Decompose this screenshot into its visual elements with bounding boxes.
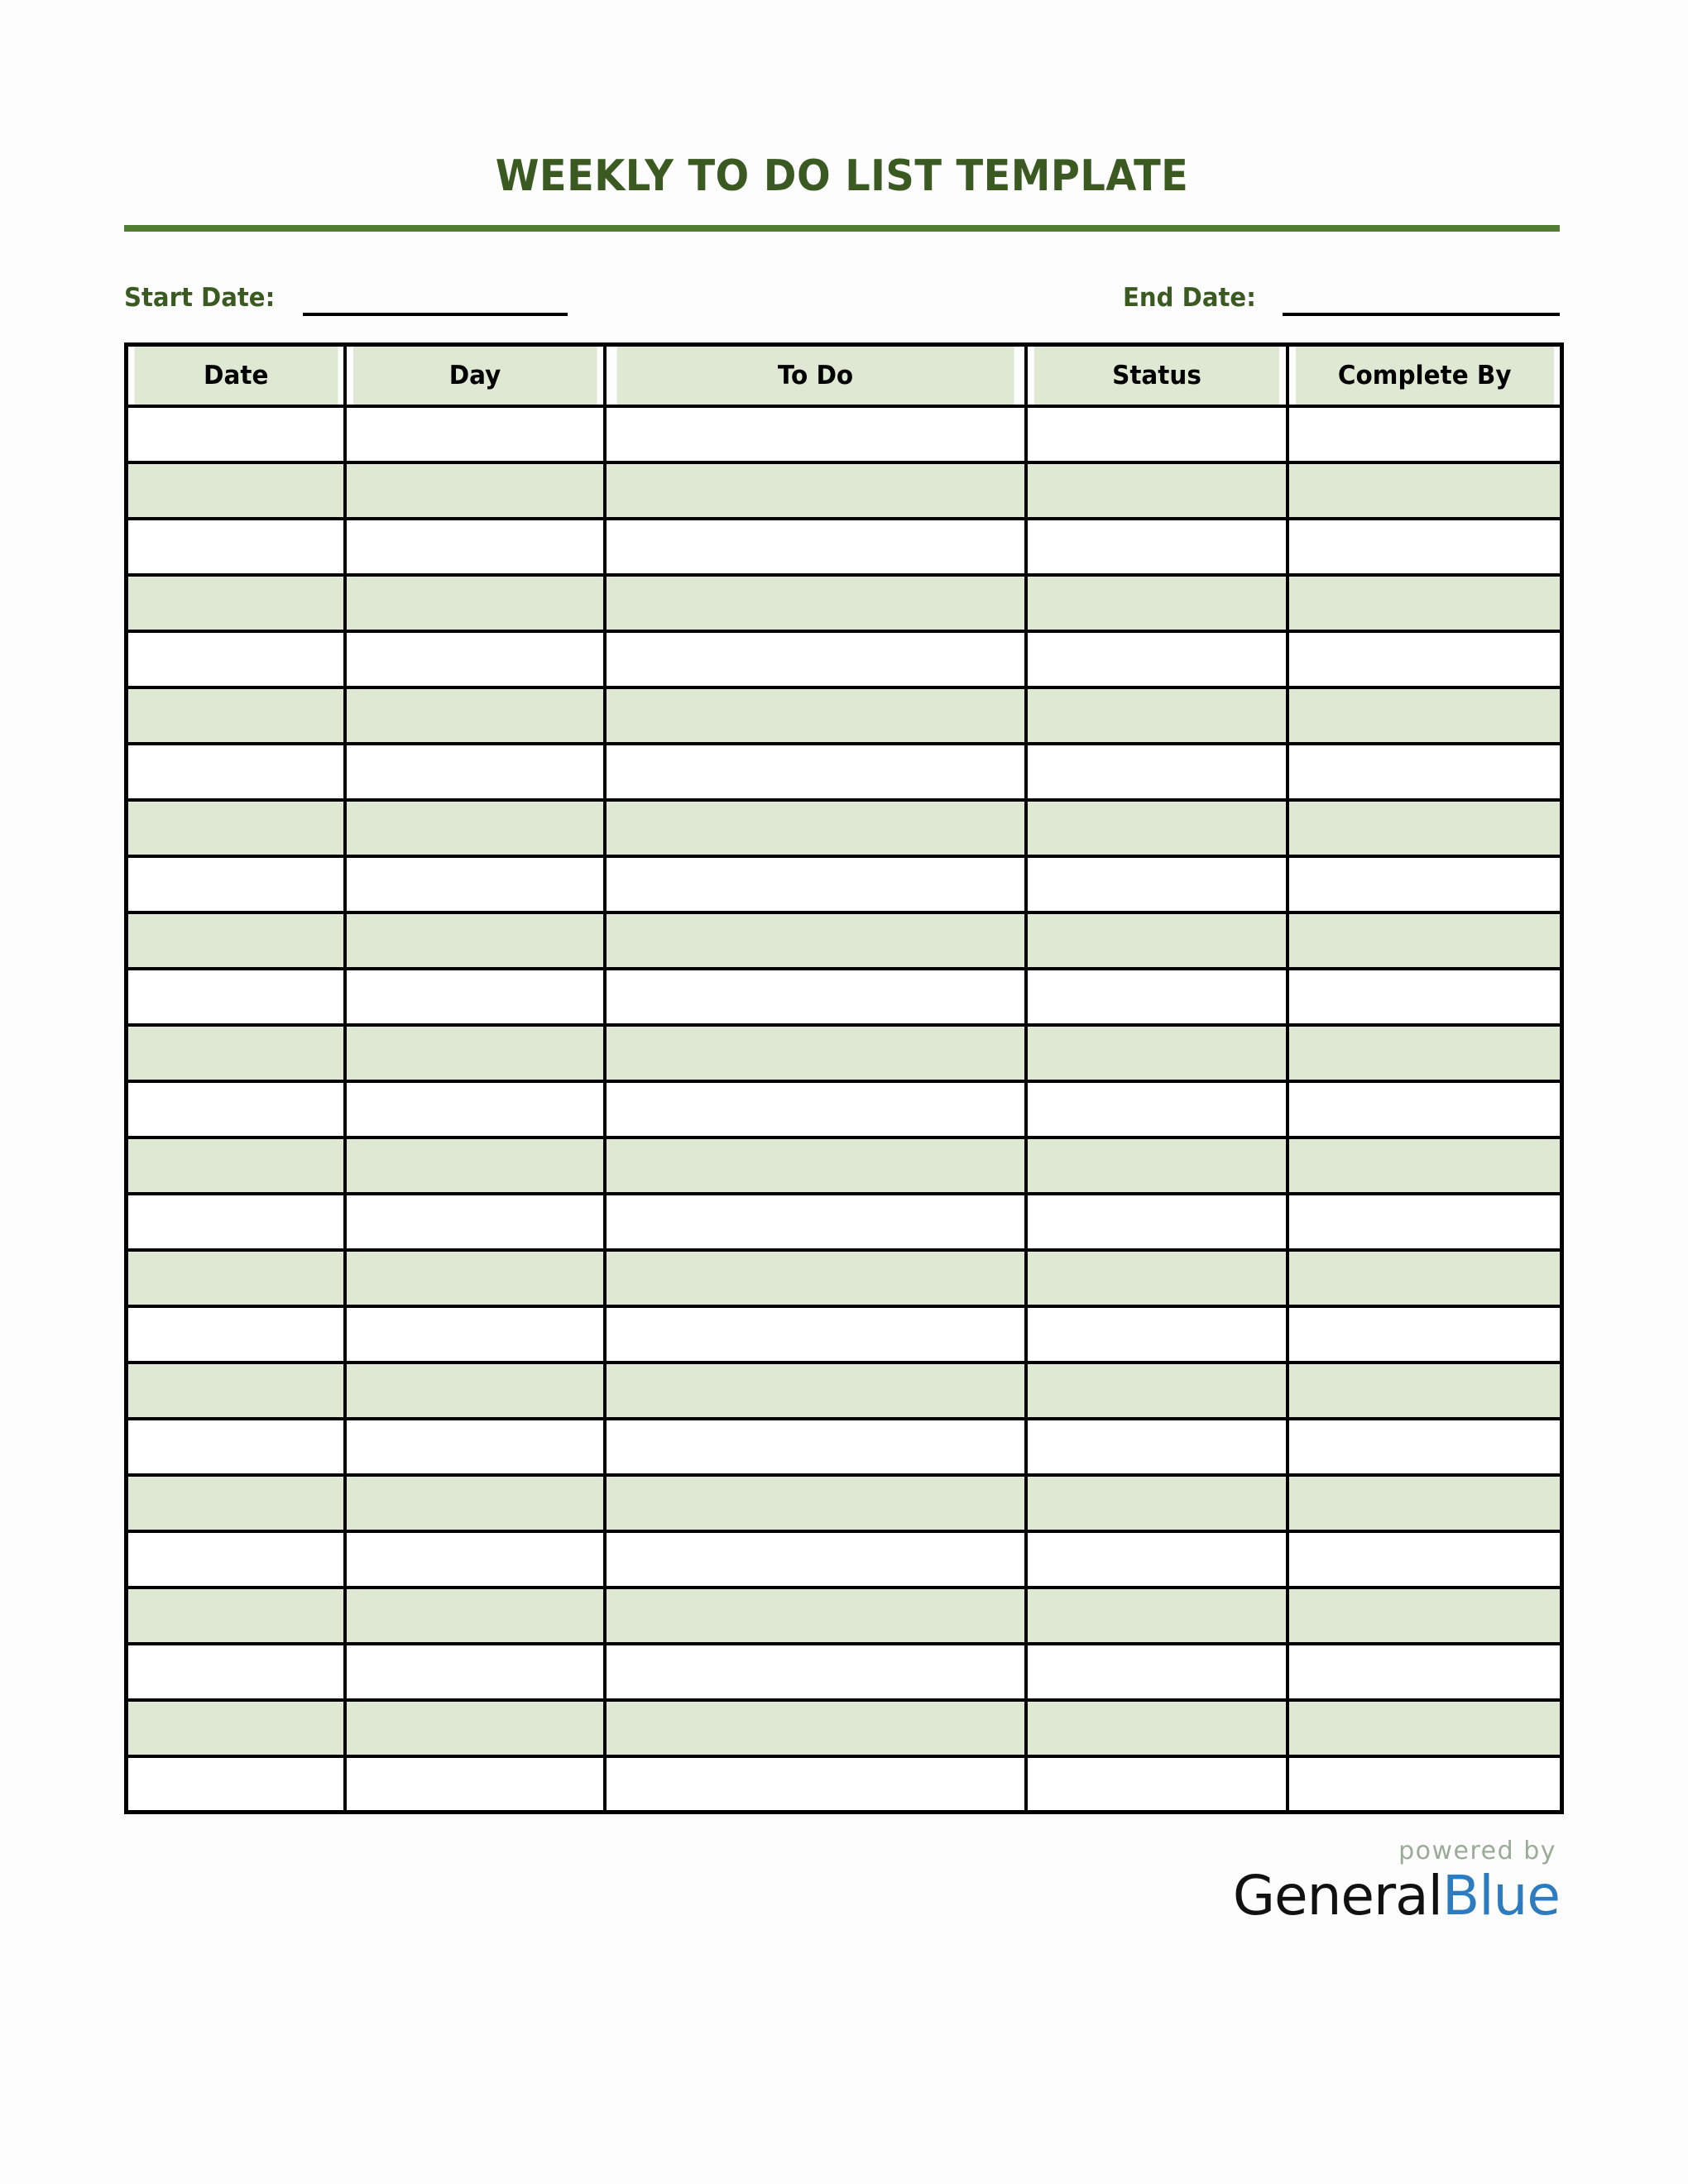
table-cell-status[interactable]	[1026, 631, 1288, 687]
table-cell-todo[interactable]	[605, 800, 1026, 856]
table-cell-day[interactable]	[345, 800, 605, 856]
table-cell-day[interactable]	[345, 1194, 605, 1250]
table-cell-date[interactable]	[127, 1531, 345, 1588]
table-row	[127, 1250, 1562, 1306]
table-cell-complete_by[interactable]	[1288, 1475, 1562, 1531]
table-cell-status[interactable]	[1026, 912, 1288, 969]
table-cell-day[interactable]	[345, 462, 605, 519]
table-cell-date[interactable]	[127, 519, 345, 575]
table-cell-date[interactable]	[127, 1756, 345, 1813]
table-cell-day[interactable]	[345, 969, 605, 1025]
table-cell-status[interactable]	[1026, 406, 1288, 462]
todo-table	[124, 342, 1564, 1814]
table-cell-status[interactable]	[1026, 1025, 1288, 1081]
table-cell-date[interactable]	[127, 1588, 345, 1644]
start-date-field	[124, 285, 568, 316]
table-cell-complete_by[interactable]	[1288, 1194, 1562, 1250]
table-cell-status[interactable]	[1026, 744, 1288, 800]
table-cell-date[interactable]	[127, 744, 345, 800]
table-row	[127, 406, 1562, 462]
table-row	[127, 687, 1562, 744]
table-cell-date[interactable]	[127, 1475, 345, 1531]
table-cell-todo[interactable]	[605, 1756, 1026, 1813]
table-cell-todo[interactable]	[605, 1250, 1026, 1306]
table-cell-complete_by[interactable]	[1288, 1419, 1562, 1475]
table-cell-date[interactable]	[127, 1081, 345, 1138]
table-cell-status[interactable]	[1026, 519, 1288, 575]
table-cell-day[interactable]	[345, 1588, 605, 1644]
table-cell-date[interactable]	[127, 575, 345, 631]
table-row	[127, 1025, 1562, 1081]
title-block	[124, 0, 1560, 200]
table-row	[127, 744, 1562, 800]
table-row	[127, 1138, 1562, 1194]
table-cell-complete_by[interactable]	[1288, 744, 1562, 800]
table-cell-todo[interactable]	[605, 1025, 1026, 1081]
table-cell-day[interactable]	[345, 1531, 605, 1588]
table-cell-complete_by[interactable]	[1288, 1756, 1562, 1813]
table-cell-day[interactable]	[345, 1475, 605, 1531]
table-cell-complete_by[interactable]	[1288, 1363, 1562, 1419]
table-cell-todo[interactable]	[605, 1588, 1026, 1644]
table-cell-todo[interactable]	[605, 1363, 1026, 1419]
date-fields-row	[124, 270, 1560, 316]
column-header-date: Date	[132, 345, 339, 406]
table-cell-date[interactable]	[127, 631, 345, 687]
table-row	[127, 912, 1562, 969]
table-cell-complete_by[interactable]	[1288, 1081, 1562, 1138]
table-cell-todo[interactable]	[605, 856, 1026, 912]
table-header-row	[127, 345, 1562, 406]
table-cell-complete_by[interactable]	[1288, 519, 1562, 575]
table-cell-complete_by[interactable]	[1288, 1644, 1562, 1700]
table-cell-todo[interactable]	[605, 462, 1026, 519]
table-row	[127, 969, 1562, 1025]
table-row	[127, 1194, 1562, 1250]
table-cell-todo[interactable]	[605, 631, 1026, 687]
table-cell-status[interactable]	[1026, 969, 1288, 1025]
table-cell-complete_by[interactable]	[1288, 1138, 1562, 1194]
table-cell-todo[interactable]	[605, 519, 1026, 575]
table-cell-todo[interactable]	[605, 744, 1026, 800]
table-cell-todo[interactable]	[605, 406, 1026, 462]
table-cell-day[interactable]	[345, 1138, 605, 1194]
column-header-day: Day	[351, 345, 597, 406]
table-cell-status[interactable]	[1026, 1531, 1288, 1588]
start-date-input[interactable]	[303, 313, 568, 316]
table-cell-date[interactable]	[127, 856, 345, 912]
table-cell-todo[interactable]	[605, 1419, 1026, 1475]
table-cell-date[interactable]	[127, 1306, 345, 1363]
table-cell-todo[interactable]	[605, 969, 1026, 1025]
table-cell-date[interactable]	[127, 1419, 345, 1475]
table-row	[127, 1363, 1562, 1419]
table-row	[127, 631, 1562, 687]
table-cell-date[interactable]	[127, 462, 345, 519]
table-cell-day[interactable]	[345, 1644, 605, 1700]
table-row	[127, 462, 1562, 519]
table-cell-complete_by[interactable]	[1288, 631, 1562, 687]
table-row	[127, 800, 1562, 856]
table-cell-status[interactable]	[1026, 687, 1288, 744]
page-title: WEEKLY TO DO LIST TEMPLATE	[495, 151, 1189, 201]
table-row	[127, 1700, 1562, 1756]
table-cell-complete_by[interactable]	[1288, 1250, 1562, 1306]
table-cell-day[interactable]	[345, 631, 605, 687]
title-divider-rule	[124, 225, 1560, 232]
table-cell-todo[interactable]	[605, 1306, 1026, 1363]
table-cell-status[interactable]	[1026, 1081, 1288, 1138]
table-row	[127, 1475, 1562, 1531]
table-cell-complete_by[interactable]	[1288, 687, 1562, 744]
table-cell-complete_by[interactable]	[1288, 1588, 1562, 1644]
table-cell-day[interactable]	[345, 1363, 605, 1419]
table-cell-date[interactable]	[127, 1363, 345, 1419]
table-cell-status[interactable]	[1026, 1475, 1288, 1531]
table-cell-day[interactable]	[345, 912, 605, 969]
brand-name-general: General	[1232, 1864, 1442, 1928]
table-cell-day[interactable]	[345, 856, 605, 912]
table-cell-status[interactable]	[1026, 1644, 1288, 1700]
start-date-label: Start Date:	[124, 283, 276, 314]
table-cell-status[interactable]	[1026, 1700, 1288, 1756]
table-cell-complete_by[interactable]	[1288, 1700, 1562, 1756]
table-cell-date[interactable]	[127, 1644, 345, 1700]
table-cell-status[interactable]	[1026, 1419, 1288, 1475]
table-cell-day[interactable]	[345, 1419, 605, 1475]
table-row	[127, 519, 1562, 575]
table-header	[127, 345, 1562, 406]
brand-name	[1232, 1864, 1560, 1928]
table-cell-day[interactable]	[345, 687, 605, 744]
table-cell-complete_by[interactable]	[1288, 856, 1562, 912]
table-cell-todo[interactable]	[605, 1081, 1026, 1138]
table-cell-day[interactable]	[345, 1081, 605, 1138]
table-cell-date[interactable]	[127, 1138, 345, 1194]
column-header-status: Status	[1032, 345, 1280, 406]
table-cell-date[interactable]	[127, 1025, 345, 1081]
table-cell-status[interactable]	[1026, 575, 1288, 631]
table-cell-day[interactable]	[345, 1756, 605, 1813]
powered-by-label: powered by	[1398, 1837, 1556, 1866]
table-cell-status[interactable]	[1026, 1250, 1288, 1306]
table-cell-day[interactable]	[345, 744, 605, 800]
table-row	[127, 1588, 1562, 1644]
table-cell-date[interactable]	[127, 406, 345, 462]
table-row	[127, 575, 1562, 631]
end-date-input[interactable]	[1283, 313, 1560, 316]
table-row	[127, 1419, 1562, 1475]
table-cell-day[interactable]	[345, 1250, 605, 1306]
end-date-field	[1123, 285, 1560, 316]
table-cell-date[interactable]	[127, 969, 345, 1025]
table-cell-complete_by[interactable]	[1288, 1531, 1562, 1588]
table-cell-day[interactable]	[345, 1306, 605, 1363]
table-cell-status[interactable]	[1026, 1588, 1288, 1644]
table-cell-day[interactable]	[345, 575, 605, 631]
table-cell-date[interactable]	[127, 800, 345, 856]
generalblue-logo	[1232, 1837, 1560, 1928]
table-cell-date[interactable]	[127, 912, 345, 969]
table-cell-todo[interactable]	[605, 1644, 1026, 1700]
table-cell-status[interactable]	[1026, 462, 1288, 519]
table-cell-complete_by[interactable]	[1288, 462, 1562, 519]
table-cell-complete_by[interactable]	[1288, 912, 1562, 969]
table-cell-day[interactable]	[345, 1700, 605, 1756]
table-row	[127, 1306, 1562, 1363]
brand-name-blue: Blue	[1441, 1864, 1560, 1928]
table-body	[127, 406, 1562, 1813]
table-cell-date[interactable]	[127, 1194, 345, 1250]
table-row	[127, 856, 1562, 912]
table-cell-status[interactable]	[1026, 856, 1288, 912]
table-cell-status[interactable]	[1026, 1756, 1288, 1813]
table-cell-date[interactable]	[127, 1700, 345, 1756]
table-cell-complete_by[interactable]	[1288, 800, 1562, 856]
table-cell-todo[interactable]	[605, 912, 1026, 969]
table-cell-todo[interactable]	[605, 1700, 1026, 1756]
table-cell-day[interactable]	[345, 519, 605, 575]
table-row	[127, 1644, 1562, 1700]
table-cell-day[interactable]	[345, 1025, 605, 1081]
end-date-label: End Date:	[1122, 283, 1256, 314]
column-header-todo: To Do	[615, 345, 1015, 406]
table-cell-todo[interactable]	[605, 1138, 1026, 1194]
table-cell-complete_by[interactable]	[1288, 575, 1562, 631]
table-cell-complete_by[interactable]	[1288, 1306, 1562, 1363]
table-cell-status[interactable]	[1026, 1194, 1288, 1250]
table-cell-day[interactable]	[345, 406, 605, 462]
table-cell-todo[interactable]	[605, 1531, 1026, 1588]
table-row	[127, 1756, 1562, 1813]
table-cell-todo[interactable]	[605, 1194, 1026, 1250]
table-row	[127, 1531, 1562, 1588]
document-sheet	[124, 0, 1560, 1928]
table-cell-status[interactable]	[1026, 800, 1288, 856]
table-cell-complete_by[interactable]	[1288, 406, 1562, 462]
column-header-complete-by: Complete By	[1294, 345, 1555, 406]
table-cell-todo[interactable]	[605, 1475, 1026, 1531]
table-cell-status[interactable]	[1026, 1363, 1288, 1419]
table-cell-todo[interactable]	[605, 687, 1026, 744]
table-cell-complete_by[interactable]	[1288, 1025, 1562, 1081]
table-cell-status[interactable]	[1026, 1306, 1288, 1363]
table-cell-date[interactable]	[127, 1250, 345, 1306]
table-cell-todo[interactable]	[605, 575, 1026, 631]
table-cell-status[interactable]	[1026, 1138, 1288, 1194]
table-row	[127, 1081, 1562, 1138]
footer	[124, 1837, 1560, 1928]
table-cell-date[interactable]	[127, 687, 345, 744]
table-cell-complete_by[interactable]	[1288, 969, 1562, 1025]
